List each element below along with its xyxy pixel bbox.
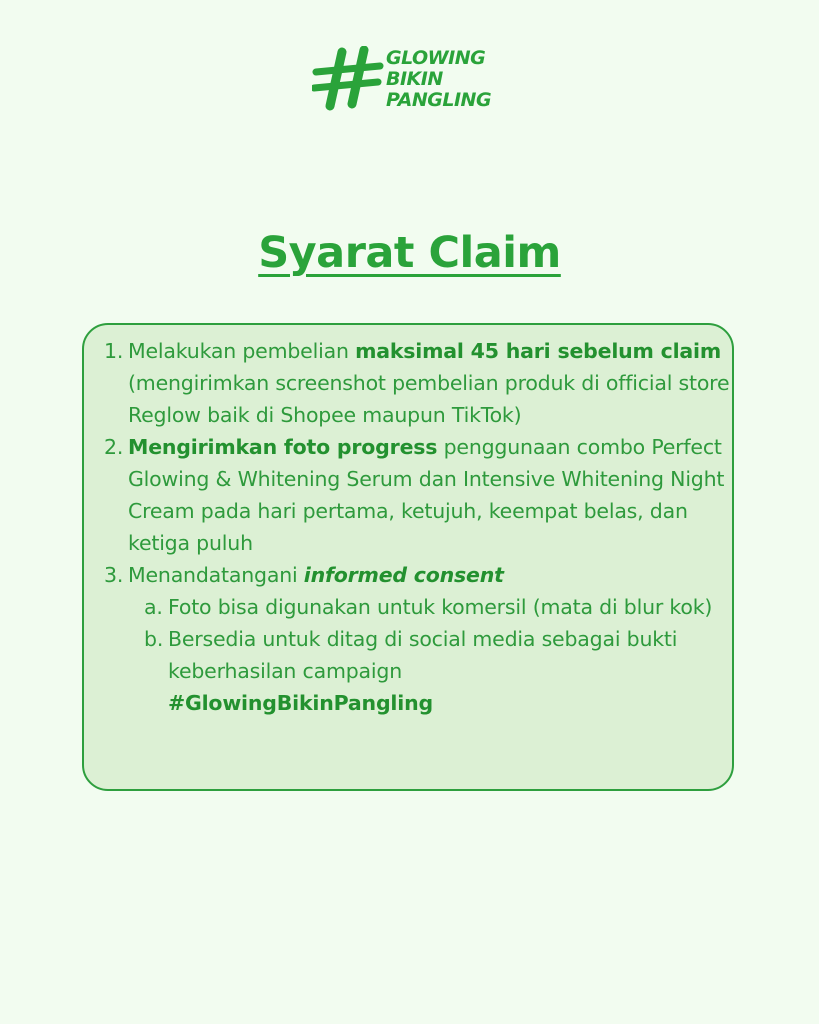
list-item [104,431,744,559]
subitem-letter: b. [144,627,164,651]
subitem-text-plain: Bersedia untuk ditag di social media sebagai bukti keberhasilan campaign [168,627,678,683]
item-text-bold-italic: informed consent [303,563,504,587]
item-text [128,559,744,591]
sub-list-item [144,623,744,719]
campaign-hashtag: #GlowingBikinPangling [168,691,433,715]
item-text-post: (mengirimkan screenshot pembelian produk di official store Reglow baik di Shopee maupun TikTok) [128,371,730,427]
list-item [104,335,744,431]
hashtag-icon [312,46,386,112]
subitem-letter: a. [144,595,163,619]
subitem-text [168,623,744,719]
terms-list [104,335,744,719]
item-text-pre: Melakukan pembelian [128,339,356,363]
item-text-bold: Mengirimkan foto progress [128,435,438,459]
item-text [128,431,744,559]
item-number: 3. [104,563,124,587]
logo-line-3: PANGLING [386,88,492,111]
item-text-pre: Menandatangani [128,563,304,587]
item-number: 2. [104,435,124,459]
item-text-bold: maksimal 45 hari sebelum claim [355,339,722,363]
sub-list-item [144,591,744,623]
logo-line-2: BIKIN [386,67,443,90]
item-text-post: penggunaan combo Perfect Glowing & Whitening Serum dan Intensive Whitening Night Cream pada hari pertama, ketujuh, keempat belas, dan ketiga puluh [128,435,725,555]
logo-line-1: GLOWING [386,46,486,69]
subitem-text: Foto bisa digunakan untuk komersil (mata di blur kok) [168,595,713,619]
list-item [104,559,744,591]
item-text [128,335,744,431]
item-number: 1. [104,339,124,363]
terms-card [82,323,734,791]
page-title-wrap [0,228,819,278]
brand-logo [312,46,491,112]
page-title: Syarat Claim [258,228,561,278]
